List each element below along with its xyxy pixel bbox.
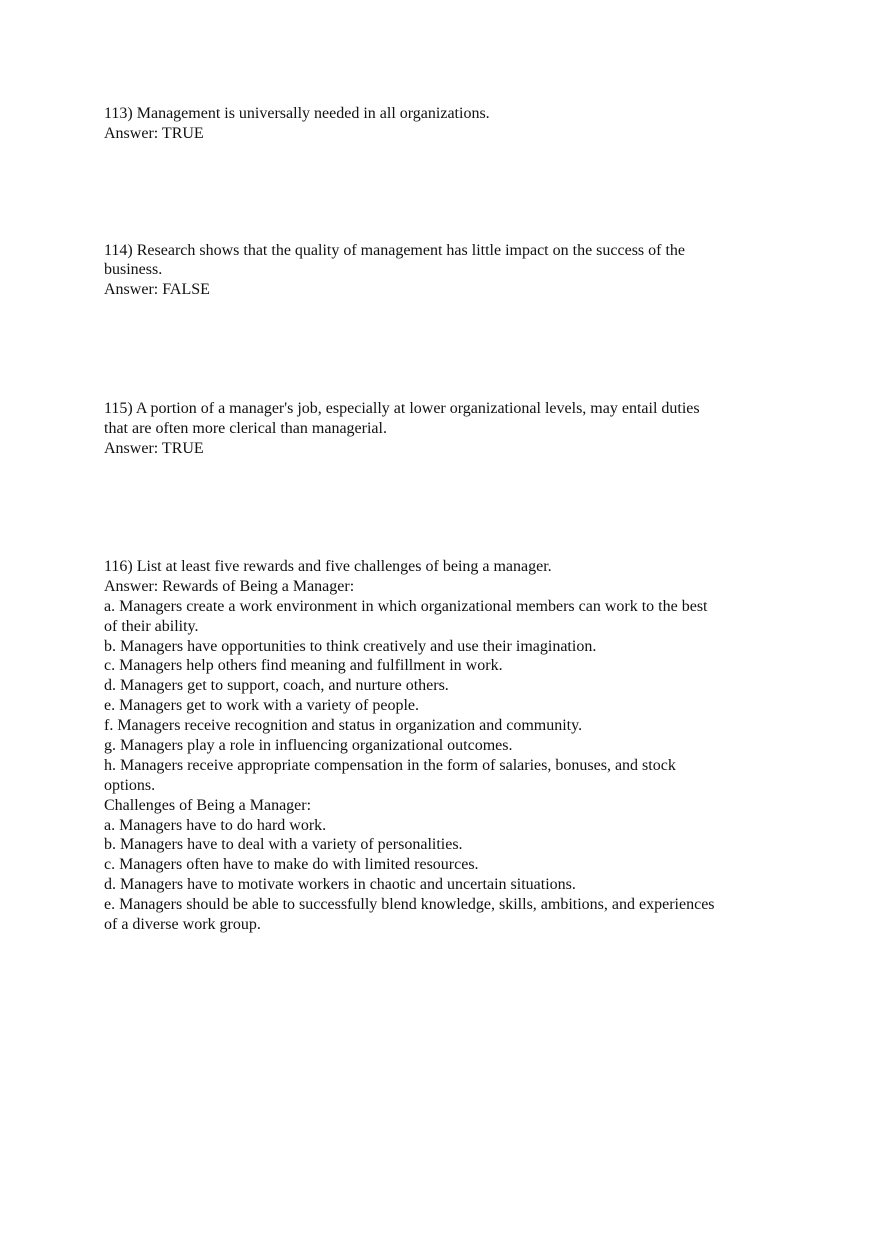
reward-item-a-line-1: a. Managers create a work environment in which organizational members can work to the best [104,598,708,615]
reward-item-d: d. Managers get to support, coach, and nurture others. [104,677,449,694]
reward-item-c: c. Managers help others find meaning and fulfillment in work. [104,657,503,674]
challenges-heading: Challenges of Being a Manager: [104,797,312,814]
question-116-text: 116) List at least five rewards and five challenges of being a manager. [104,558,552,575]
challenge-item-a: a. Managers have to do hard work. [104,817,327,834]
reward-item-h-line-2: options. [104,777,156,794]
challenge-item-c: c. Managers often have to make do with limited resources. [104,856,479,873]
reward-item-e: e. Managers get to work with a variety of people. [104,697,420,714]
reward-item-h-line-1: h. Managers receive appropriate compensation in the form of salaries, bonuses, and stock [104,757,676,774]
question-116-answer-heading: Answer: Rewards of Being a Manager: [104,578,355,595]
question-114-answer: Answer: FALSE [104,281,210,298]
question-113-answer: Answer: TRUE [104,125,204,142]
reward-item-f: f. Managers receive recognition and status in organization and community. [104,717,583,734]
challenge-item-b: b. Managers have to deal with a variety of personalities. [104,836,463,853]
question-114-text-line-2: business. [104,261,163,278]
question-114-text-line-1: 114) Research shows that the quality of management has little impact on the success of the [104,242,686,259]
reward-item-a-line-2: of their ability. [104,618,199,635]
reward-item-g: g. Managers play a role in influencing organizational outcomes. [104,737,513,754]
reward-item-b: b. Managers have opportunities to think creatively and use their imagination. [104,638,597,655]
challenge-item-d: d. Managers have to motivate workers in chaotic and uncertain situations. [104,876,576,893]
question-115-answer: Answer: TRUE [104,440,204,457]
question-113-text: 113) Management is universally needed in all organizations. [104,105,490,122]
challenge-item-e-line-1: e. Managers should be able to successfully blend knowledge, skills, ambitions, and experiences [104,896,715,913]
challenge-item-e-line-2: of a diverse work group. [104,916,261,933]
question-115-text-line-2: that are often more clerical than managerial. [104,420,387,437]
question-115-text-line-1: 115) A portion of a manager's job, especially at lower organizational levels, may entail duties [104,400,700,417]
